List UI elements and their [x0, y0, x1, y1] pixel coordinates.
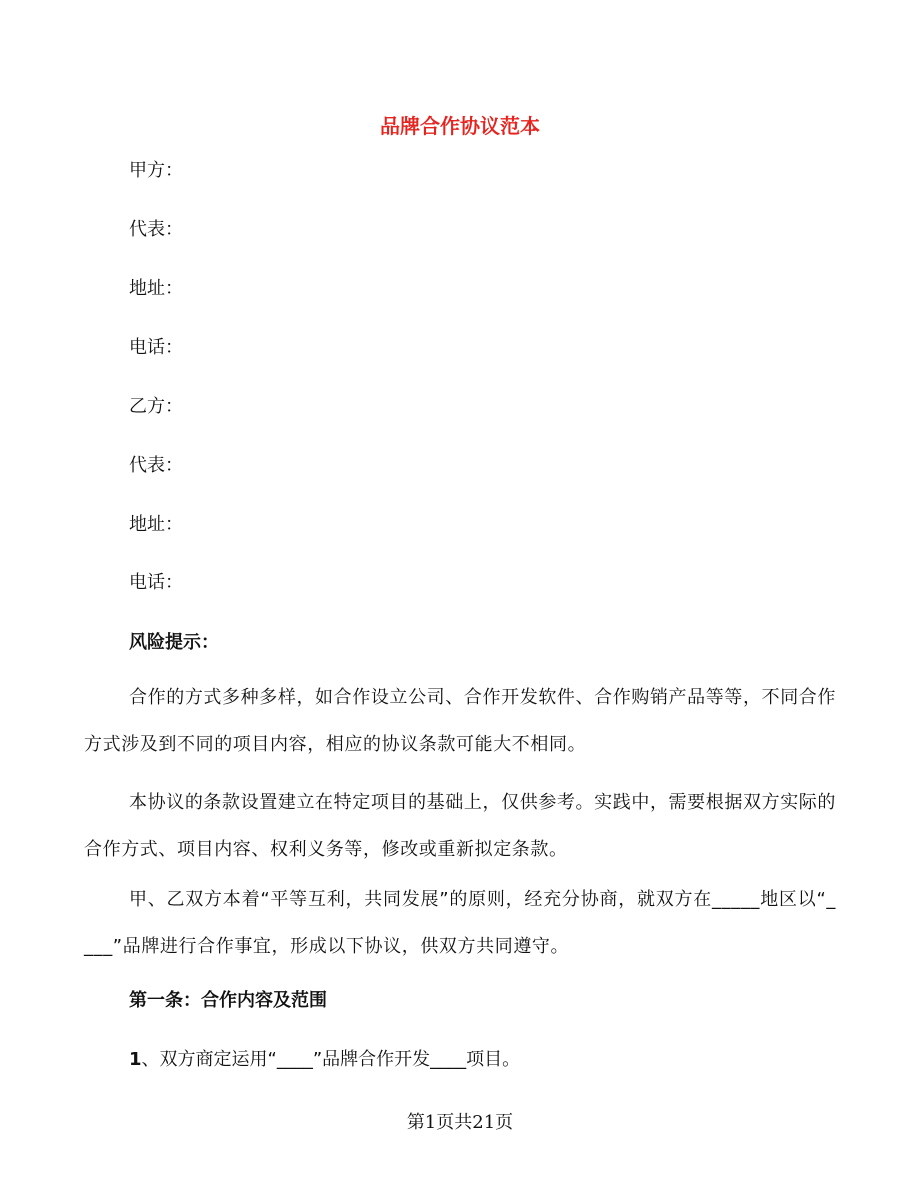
article-1-heading: 第一条：合作内容及范围 [129, 990, 327, 1011]
document-title: 品牌合作协议范本 [380, 114, 540, 138]
party-b-address-label: 地址： [129, 514, 183, 535]
article-1-item-1-text: 、双方商定运用“____”品牌合作开发____项目。 [141, 1049, 521, 1070]
party-a-phone-label: 电话： [129, 337, 183, 358]
party-a-representative-label: 代表： [129, 219, 183, 240]
article-1-item-1-number: 1 [129, 1049, 142, 1070]
party-b-representative-label: 代表： [129, 455, 183, 476]
party-b-phone-label: 电话： [129, 572, 183, 593]
party-b-label: 乙方： [129, 396, 183, 417]
agreement-preamble-paragraph: 甲、乙双方本着“平等互利，共同发展”的原则，经充分协商，就双方在_____地区以“____”品牌进行合作事宜，形成以下协议，供双方共同遵守。 [84, 889, 836, 957]
party-a-label: 甲方： [129, 160, 183, 181]
party-a-address-label: 地址： [129, 278, 183, 299]
risk-notice-paragraph-1: 合作的方式多种多样，如合作设立公司、合作开发软件、合作购销产品等等，不同合作方式涉及到不同的项目内容，相应的协议条款可能大不相同。 [84, 687, 836, 755]
page-footer: 第1页共21页 [406, 1112, 514, 1133]
article-1-item-1 [129, 1047, 520, 1073]
risk-notice-paragraph-2: 本协议的条款设置建立在特定项目的基础上，仅供参考。实践中，需要根据双方实际的合作方式、项目内容、权利义务等，修改或重新拟定条款。 [84, 792, 836, 860]
risk-notice-heading: 风险提示： [129, 632, 219, 653]
